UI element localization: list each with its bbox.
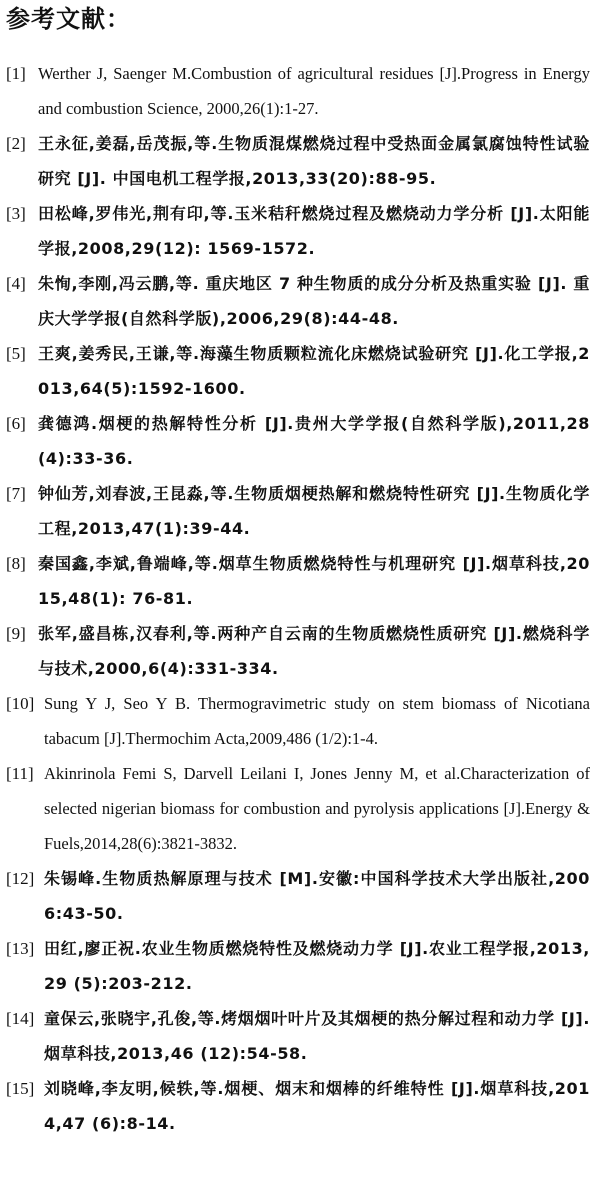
reference-item-7 — [6, 476, 594, 546]
reference-text: 田松峰,罗伟光,荆有印,等.玉米秸秆燃烧过程及燃烧动力学分析 [J].太阳能学报,2008,29(12): 1569-1572. — [38, 204, 590, 258]
reference-item-13 — [6, 931, 594, 1001]
reference-number: [8] — [6, 554, 26, 573]
reference-item-2 — [6, 126, 594, 196]
reference-number: [2] — [6, 134, 26, 153]
reference-number: [1] — [6, 64, 26, 83]
reference-text: 张军,盛昌栋,汉春利,等.两种产自云南的生物质燃烧性质研究 [J].燃烧科学与技术,2000,6(4):331-334. — [38, 624, 590, 678]
reference-number: [9] — [6, 624, 26, 643]
reference-number: [15] — [6, 1079, 35, 1098]
reference-item-4 — [6, 266, 594, 336]
reference-number: [5] — [6, 344, 26, 363]
reference-number: [11] — [6, 764, 34, 783]
reference-text: Akinrinola Femi S, Darvell Leilani I, Jones Jenny M, et al.Characterization of selected nigerian biomass for combustion and pyrolysis applications [J].Energy & Fuels,2014,28(6):3821-3832. — [44, 764, 590, 853]
reference-text: 田红,廖正祝.农业生物质燃烧特性及燃烧动力学 [J].农业工程学报,2013,29 (5):203-212. — [44, 939, 590, 993]
reference-item-12 — [6, 861, 594, 931]
reference-list — [6, 56, 594, 1141]
reference-number: [12] — [6, 869, 35, 888]
references-heading: 参考文献： — [6, 5, 131, 33]
reference-item-14 — [6, 1001, 594, 1071]
reference-number: [7] — [6, 484, 26, 503]
reference-text: 朱锡峰.生物质热解原理与技术 [M].安徽:中国科学技术大学出版社,2006:43-50. — [44, 869, 590, 923]
reference-text: 钟仙芳,刘春波,王昆淼,等.生物质烟梗热解和燃烧特性研究 [J].生物质化学工程,2013,47(1):39-44. — [38, 484, 590, 538]
reference-number: [10] — [6, 694, 35, 713]
reference-text: Werther J, Saenger M.Combustion of agricultural residues [J].Progress in Energy and combustion Science, 2000,26(1):1-27. — [38, 64, 590, 118]
reference-text: 刘晓峰,李友明,候轶,等.烟梗、烟末和烟棒的纤维特性 [J].烟草科技,2014,47 (6):8-14. — [44, 1079, 590, 1133]
reference-number: [3] — [6, 204, 26, 223]
reference-item-10 — [6, 686, 594, 756]
reference-item-9 — [6, 616, 594, 686]
reference-number: [13] — [6, 939, 35, 958]
reference-text: 王永征,姜磊,岳茂振,等.生物质混煤燃烧过程中受热面金属氯腐蚀特性试验研究 [J]. 中国电机工程学报,2013,33(20):88-95. — [38, 134, 590, 188]
reference-text: 王爽,姜秀民,王谦,等.海藻生物质颗粒流化床燃烧试验研究 [J].化工学报,2013,64(5):1592-1600. — [38, 344, 590, 398]
reference-number: [14] — [6, 1009, 35, 1028]
reference-number: [6] — [6, 414, 26, 433]
reference-number: [4] — [6, 274, 26, 293]
reference-text: Sung Y J, Seo Y B. Thermogravimetric study on stem biomass of Nicotiana tabacum [J].Thermochim Acta,2009,486 (1/2):1-4. — [44, 694, 590, 748]
reference-text: 童保云,张晓宇,孔俊,等.烤烟烟叶叶片及其烟梗的热分解过程和动力学 [J].烟草科技,2013,46 (12):54-58. — [44, 1009, 590, 1063]
reference-item-11 — [6, 756, 594, 861]
reference-item-6 — [6, 406, 594, 476]
reference-item-3 — [6, 196, 594, 266]
reference-item-5 — [6, 336, 594, 406]
reference-text: 朱恂,李刚,冯云鹏,等. 重庆地区 7 种生物质的成分分析及热重实验 [J]. 重庆大学学报(自然科学版),2006,29(8):44-48. — [38, 274, 590, 328]
reference-item-8 — [6, 546, 594, 616]
reference-item-15 — [6, 1071, 594, 1141]
reference-item-1 — [6, 56, 594, 126]
reference-text: 龚德鸿.烟梗的热解特性分析 [J].贵州大学学报(自然科学版),2011,28(4):33-36. — [38, 414, 590, 468]
reference-text: 秦国鑫,李斌,鲁端峰,等.烟草生物质燃烧特性与机理研究 [J].烟草科技,2015,48(1): 76-81. — [38, 554, 590, 608]
